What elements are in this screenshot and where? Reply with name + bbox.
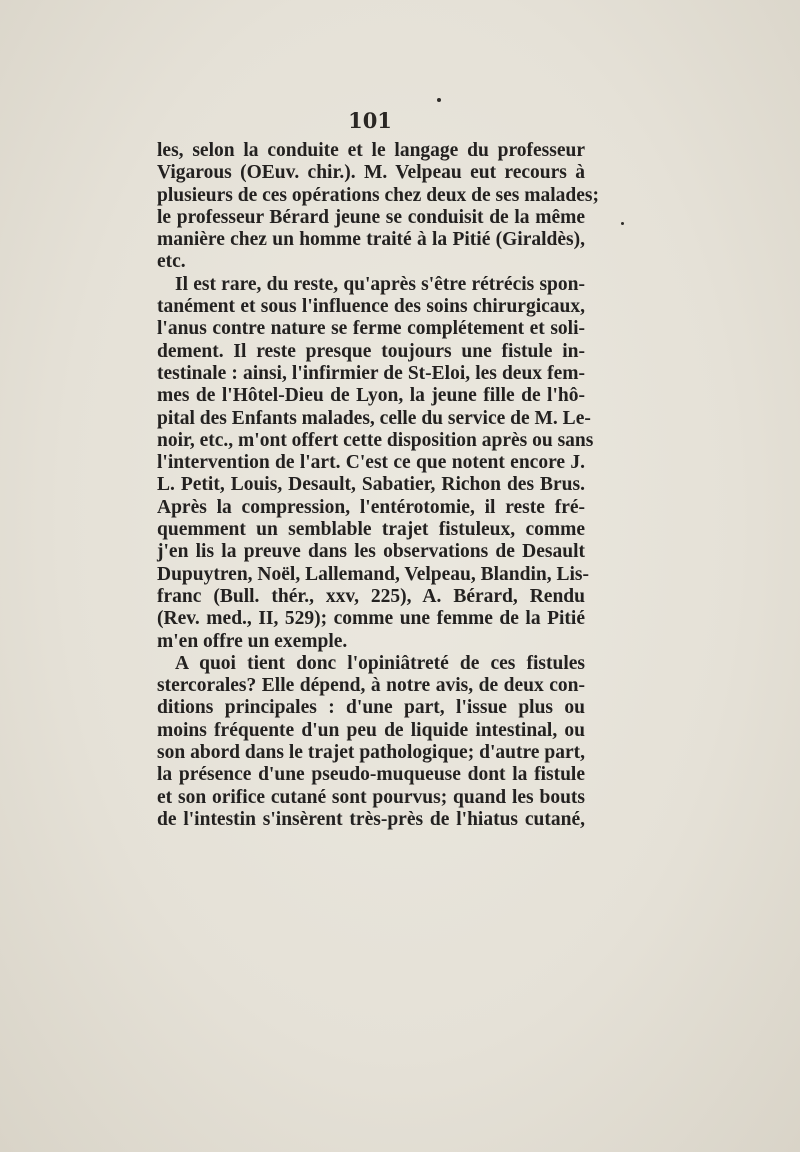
text-line: de l'intestin s'insèrent très-près de l'hiatus cutané, xyxy=(157,808,585,830)
text-line: manière chez un homme traité à la Pitié (Giraldès), xyxy=(157,229,585,251)
text-line: noir, etc., m'ont offert cette disposition après ou sans xyxy=(157,429,594,451)
text-line: Il est rare, du reste, qu'après s'être rétrécis spon- xyxy=(175,273,585,295)
text-line: son abord dans le trajet pathologique; d'autre part, xyxy=(157,742,585,764)
text-line: m'en offre un exemple. xyxy=(157,630,348,652)
text-line: testinale : ainsi, l'infirmier de St-Eloi, les deux fem- xyxy=(157,362,585,384)
text-line: stercorales? Elle dépend, à notre avis, de deux con- xyxy=(157,675,585,697)
text-line: j'en lis la preuve dans les observations de Desault xyxy=(157,541,585,563)
text-line: l'anus contre nature se ferme complétement et soli- xyxy=(157,318,585,340)
text-line: dement. Il reste presque toujours une fistule in- xyxy=(157,340,585,362)
text-line: quemment un semblable trajet fistuleux, comme xyxy=(157,519,585,541)
text-line: ditions principales : d'une part, l'issue plus ou xyxy=(157,697,585,719)
page-number: 101 xyxy=(348,108,392,133)
ink-speck xyxy=(621,222,624,225)
ink-speck xyxy=(437,98,441,102)
text-line: etc. xyxy=(157,251,186,273)
text-line: et son orifice cutané sont pourvus; quand les bouts xyxy=(157,786,585,808)
text-line: plusieurs de ces opérations chez deux de ses malades; xyxy=(157,184,599,206)
text-line: l'intervention de l'art. C'est ce que notent encore J. xyxy=(157,452,585,474)
text-line: tanément et sous l'influence des soins chirurgicaux, xyxy=(157,296,585,318)
text-line: franc (Bull. thér., xxv, 225), A. Bérard, Rendu xyxy=(157,585,585,607)
text-line: Dupuytren, Noël, Lallemand, Velpeau, Blandin, Lis- xyxy=(157,563,589,585)
text-line: L. Petit, Louis, Desault, Sabatier, Richon des Brus. xyxy=(157,474,585,496)
text-line: le professeur Bérard jeune se conduisit de la même xyxy=(157,206,585,228)
text-line: Vigarous (OEuv. chir.). M. Velpeau eut recours à xyxy=(157,162,585,184)
text-line: les, selon la conduite et le langage du professeur xyxy=(157,140,585,161)
text-line: mes de l'Hôtel-Dieu de Lyon, la jeune fille de l'hô- xyxy=(157,385,585,407)
text-line: la présence d'une pseudo-muqueuse dont la fistule xyxy=(157,764,585,786)
text-line: moins fréquente d'un peu de liquide intestinal, ou xyxy=(157,719,585,741)
text-line: (Rev. med., II, 529); comme une femme de la Pitié xyxy=(157,608,585,630)
text-line: pital des Enfants malades, celle du service de M. Le- xyxy=(157,407,591,429)
body-text xyxy=(157,140,599,831)
text-line: Après la compression, l'entérotomie, il reste fré- xyxy=(157,496,585,518)
text-line: A quoi tient donc l'opiniâtreté de ces fistules xyxy=(175,652,585,674)
